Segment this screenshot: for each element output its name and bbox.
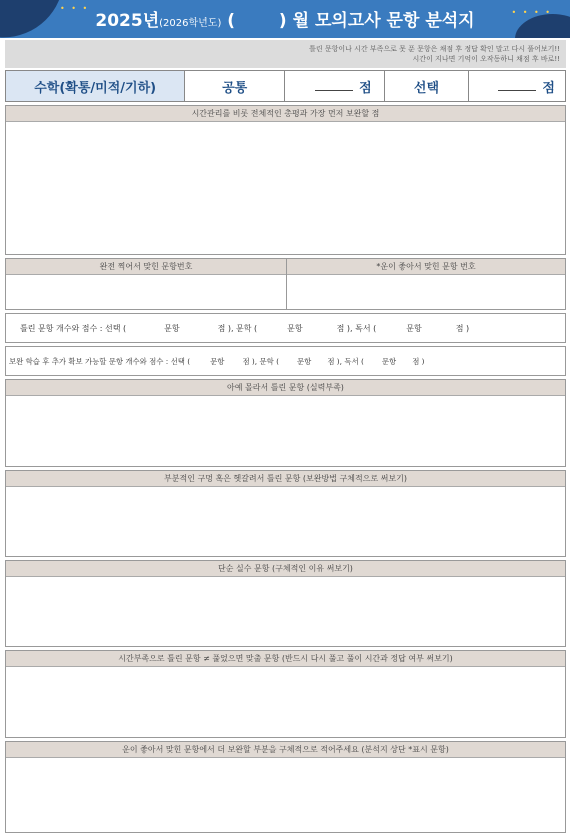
wrong-select-q: 문항 [164, 323, 180, 333]
notice-line-2: 시간이 지나면 기억이 오작동하니 채점 후 바로!! [412, 55, 560, 63]
recover-select-p: 점 ), 문학 ( [242, 356, 280, 366]
notice-line-1: 틀린 문항이나 시간 부족으로 못 푼 문항은 채점 후 정답 확인 말고 다시 풀어보기!! [309, 45, 560, 53]
wrong-read-q: 문항 [406, 323, 422, 333]
lucky-improve-section [5, 741, 566, 833]
recover-lit-q: 문항 [297, 356, 312, 366]
title-year: 2025년 [95, 11, 160, 31]
partial-writing-area[interactable] [6, 487, 565, 556]
guessed-column [6, 259, 287, 309]
wrong-lit-q: 문항 [287, 323, 303, 333]
careless-section [5, 560, 566, 647]
recover-read-q: 문항 [381, 356, 397, 366]
elective-point-label: 점 [542, 80, 555, 96]
title-rest: ) 월 모의고사 문항 분석지 [278, 11, 475, 31]
time-short-section [5, 650, 566, 738]
recover-count-row [5, 346, 566, 376]
time-short-heading: 시간부족으로 틀린 문항 ≠ 풀었으면 맞출 문항 (반드시 다시 풀고 풀이 시간과 정답 여부 써보기) [6, 651, 565, 667]
no-knowledge-writing-area[interactable] [6, 396, 565, 466]
wrong-select-p: 점 ), 문학 ( [217, 323, 258, 333]
dots-decoration-right: • • • • [511, 8, 552, 17]
recover-read-p: 점 ) [412, 356, 425, 366]
recover-count-label: 보완 학습 후 추가 확보 가능할 문항 개수와 점수 : 선택 ( [9, 356, 191, 366]
guess-lucky-section [5, 258, 566, 310]
common-label: 공통 [185, 71, 285, 101]
lucky-improve-writing-area[interactable] [6, 758, 565, 832]
no-knowledge-heading: 아예 몰라서 틀린 문항 (실력부족) [6, 380, 565, 396]
partial-section [5, 470, 566, 557]
overall-review-writing-area[interactable] [6, 122, 565, 254]
title-academic-year: (2026학년도) [159, 18, 222, 29]
wrong-count-label: 틀린 문항 개수와 점수 : 선택 ( [20, 323, 127, 333]
time-short-writing-area[interactable] [6, 667, 565, 737]
common-score-field[interactable] [285, 71, 385, 101]
no-knowledge-section [5, 379, 566, 467]
recover-lit-p: 점 ), 독서 ( [327, 356, 364, 366]
score-bar [5, 70, 566, 102]
page-title [0, 6, 570, 31]
common-score-blank[interactable] [315, 81, 353, 91]
lucky-column [287, 259, 565, 309]
header-banner [0, 0, 570, 38]
recover-select-q: 문항 [210, 356, 225, 366]
overall-review-heading: 시간관리를 비롯 전체적인 총평과 가장 먼저 보완할 점 [6, 106, 565, 122]
guessed-writing-area[interactable] [6, 275, 286, 309]
overall-review-section [5, 105, 566, 255]
wrong-read-p: 점 ) [455, 323, 470, 333]
dots-decoration-left: • • • [60, 4, 90, 13]
careless-writing-area[interactable] [6, 577, 565, 646]
lucky-improve-heading: 운이 좋아서 맞힌 문항에서 더 보완할 부분을 구체적으로 적어주세요 (분석지 상단 *표시 문항) [6, 742, 565, 758]
guessed-heading: 완전 찍어서 맞힌 문항번호 [6, 259, 286, 275]
title-paren-open: ( [227, 11, 236, 31]
wrong-count-row [5, 313, 566, 343]
partial-heading: 부분적인 구멍 혹은 헷갈려서 틀린 문항 (보완방법 구체적으로 써보기) [6, 471, 565, 487]
subject-label: 수학(확통/미적/기하) [6, 71, 185, 101]
elective-label: 선택 [385, 71, 470, 101]
careless-heading: 단순 실수 문항 (구체적인 이유 써보기) [6, 561, 565, 577]
lucky-heading: *운이 좋아서 맞힌 문항 번호 [287, 259, 565, 275]
common-point-label: 점 [359, 80, 372, 96]
elective-score-field[interactable] [469, 71, 565, 101]
notice-bar [5, 40, 566, 68]
wrong-lit-p: 점 ), 독서 ( [336, 323, 377, 333]
elective-score-blank[interactable] [498, 81, 536, 91]
lucky-writing-area[interactable] [287, 275, 565, 309]
